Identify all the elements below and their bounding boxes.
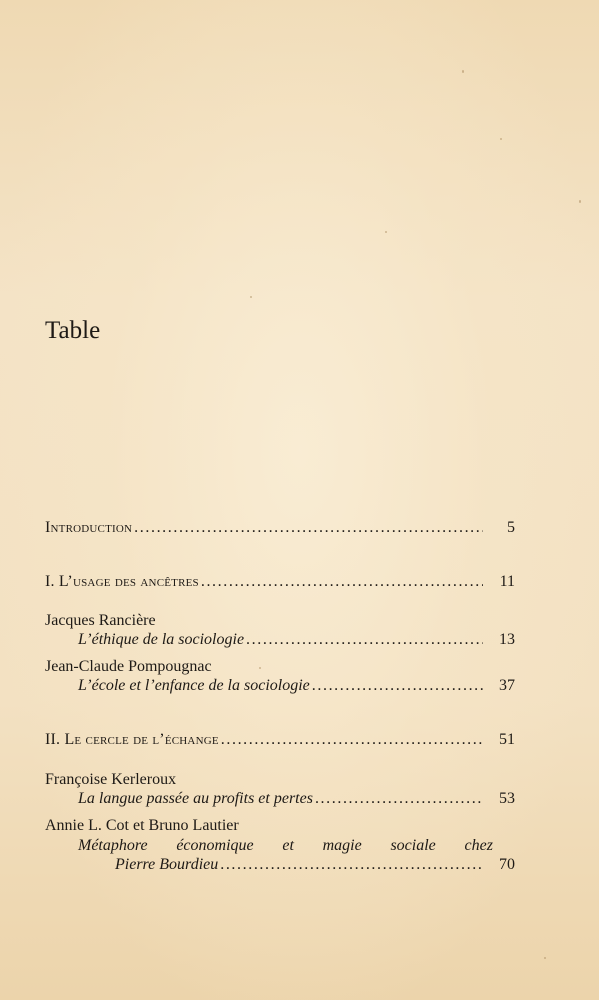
- entry-title-line-2: Pierre Bourdieu: [115, 856, 219, 873]
- toc-row-entry: [45, 856, 515, 876]
- toc-part-1: [45, 573, 515, 593]
- toc-entry-ranciere: [45, 611, 515, 651]
- entry-title: L’éthique de la sociologie: [78, 631, 245, 648]
- toc-entry-pompougnac: [45, 657, 515, 697]
- leader-dots: [221, 731, 483, 749]
- introduction-page-number: 5: [507, 519, 515, 536]
- toc-row-entry: [45, 790, 515, 810]
- entry-title-word: et: [282, 837, 294, 854]
- entry-title-word: sociale: [390, 837, 436, 854]
- toc-row-entry: [45, 631, 515, 651]
- entry-page-number: 37: [499, 677, 515, 694]
- part-2-label: II. Le cercle de l’échange: [45, 731, 219, 748]
- leader-dots: [315, 790, 483, 808]
- entry-title-line-1: [45, 836, 493, 856]
- entry-title-word: économique: [176, 837, 254, 854]
- toc-row-entry: [45, 677, 515, 697]
- leader-dots: [201, 573, 483, 591]
- toc-row-part-2: [45, 731, 515, 751]
- entry-title-word: chez: [464, 837, 493, 854]
- page-title: Table: [45, 317, 101, 344]
- leader-dots: [246, 631, 483, 649]
- toc-entry-kerleroux: [45, 770, 515, 810]
- part-1-page-number: 11: [499, 573, 515, 590]
- part-2-page-number: 51: [499, 731, 515, 748]
- entry-title-word: Métaphore: [78, 837, 148, 854]
- paper-speck: [259, 667, 261, 669]
- leader-dots: [220, 856, 483, 874]
- leader-dots: [134, 519, 483, 537]
- paper-speck: [385, 231, 387, 233]
- toc-entry-cot-lautier: [45, 816, 515, 876]
- entry-title: L’école et l’enfance de la sociologie: [78, 677, 310, 694]
- toc-row-part-1: [45, 573, 515, 593]
- entry-author: Jacques Rancière: [45, 612, 156, 629]
- toc-part-2: [45, 731, 515, 751]
- paper-speck: [462, 70, 464, 73]
- paper-speck: [500, 138, 502, 140]
- introduction-label: Introduction: [45, 519, 133, 536]
- entry-title-word: magie: [322, 837, 362, 854]
- toc-row-introduction: [45, 519, 515, 539]
- leader-dots: [312, 677, 483, 695]
- entry-title: La langue passée au profits et pertes: [78, 790, 313, 807]
- paper-speck: [544, 957, 546, 959]
- entry-page-number: 53: [499, 790, 515, 807]
- entry-page-number: 70: [499, 856, 515, 873]
- entry-page-number: 13: [499, 631, 515, 648]
- entry-author: Françoise Kerleroux: [45, 771, 177, 788]
- paper-speck: [250, 296, 252, 298]
- entry-author: Jean-Claude Pompougnac: [45, 658, 212, 675]
- paper-speck: [579, 200, 581, 203]
- part-1-label: I. L’usage des ancêtres: [45, 573, 199, 590]
- entry-author: Annie L. Cot et Bruno Lautier: [45, 817, 239, 834]
- toc-introduction: [45, 519, 515, 539]
